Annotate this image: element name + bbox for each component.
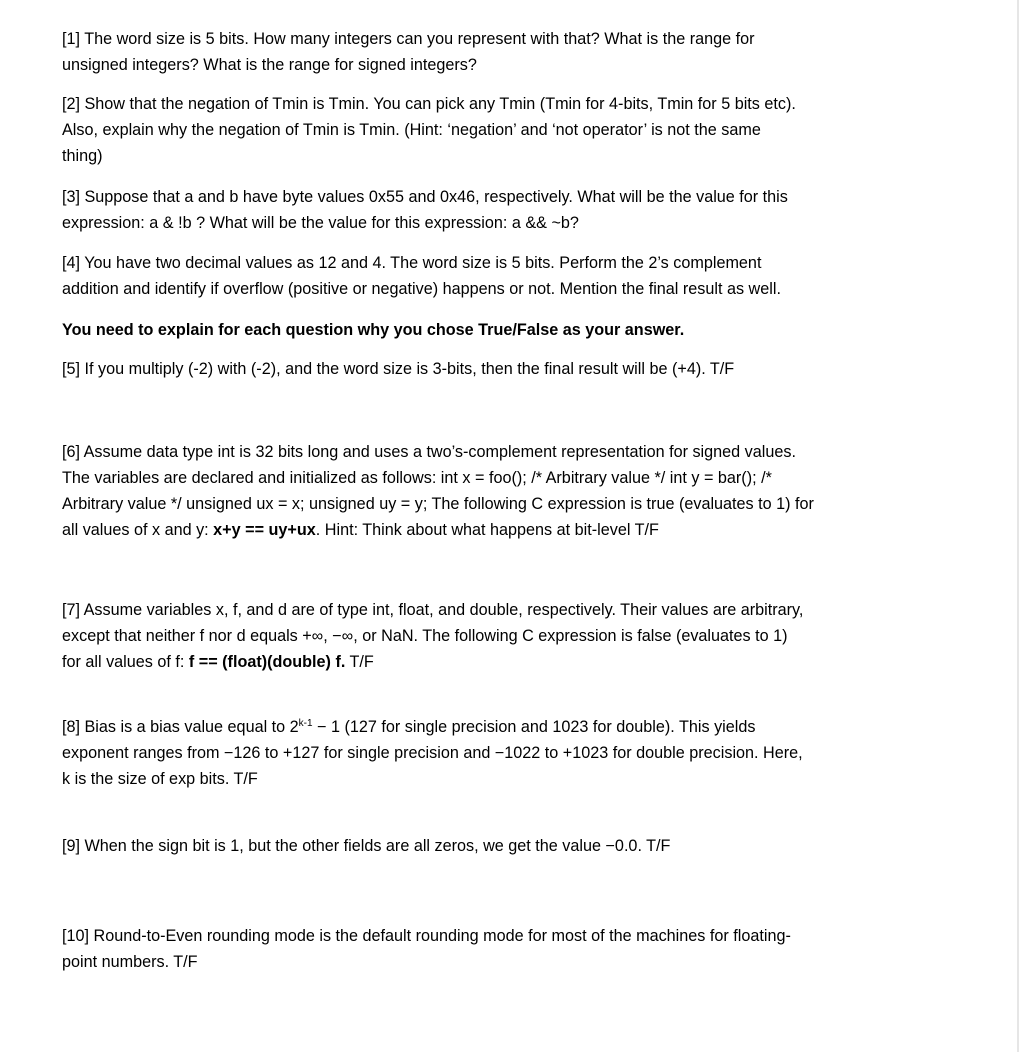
question-8 bbox=[62, 714, 922, 792]
question-4-line-2: addition and identify if overflow (positive or negative) happens or not. Mention the final result as well. bbox=[62, 280, 781, 298]
question-2-line-1: [2] Show that the negation of Tmin is Tmin. You can pick any Tmin (Tmin for 4-bits, Tmin for 5 bits etc). bbox=[62, 95, 796, 113]
question-9: [9] When the sign bit is 1, but the other fields are all zeros, we get the value −0.0. T/F bbox=[62, 837, 671, 855]
question-7-line-3-suffix: T/F bbox=[345, 653, 374, 671]
question-10-line-1: [10] Round-to-Even rounding mode is the default rounding mode for most of the machines for floating- bbox=[62, 927, 791, 945]
question-8-line-1-prefix: [8] Bias is a bias value equal to 2 bbox=[62, 718, 299, 736]
question-6-line-1: [6] Assume data type int is 32 bits long and uses a two’s-complement representation for signed values. bbox=[62, 443, 796, 461]
question-1-line-1: [1] The word size is 5 bits. How many integers can you represent with that? What is the range for bbox=[62, 30, 755, 48]
question-3-line-1: [3] Suppose that a and b have byte values 0x55 and 0x46, respectively. What will be the value for this bbox=[62, 188, 788, 206]
question-6-line-4-suffix: . Hint: Think about what happens at bit-level T/F bbox=[315, 521, 659, 539]
question-6-line-4 bbox=[62, 517, 922, 543]
question-6-expression: x+y == uy+ux bbox=[213, 521, 316, 539]
question-3-line-2: expression: a & !b ? What will be the value for this expression: a && ~b? bbox=[62, 214, 579, 232]
question-7-line-1: [7] Assume variables x, f, and d are of type int, float, and double, respectively. Their values are arbitrary, bbox=[62, 601, 804, 619]
question-7 bbox=[62, 597, 922, 675]
question-2 bbox=[62, 91, 922, 169]
question-10 bbox=[62, 923, 922, 975]
question-6-line-3: Arbitrary value */ unsigned ux = x; unsigned uy = y; The following C expression is true (evaluates to 1) for bbox=[62, 495, 814, 513]
question-4-line-1: [4] You have two decimal values as 12 and 4. The word size is 5 bits. Perform the 2’s complement bbox=[62, 254, 762, 272]
question-6-line-2: The variables are declared and initialized as follows: int x = foo(); /* Arbitrary value */ int y = bar(); /* bbox=[62, 469, 772, 487]
question-8-line-3: k is the size of exp bits. T/F bbox=[62, 770, 258, 788]
question-2-line-3: thing) bbox=[62, 147, 103, 165]
question-4 bbox=[62, 250, 922, 302]
question-10-line-2: point numbers. T/F bbox=[62, 953, 198, 971]
true-false-instruction: You need to explain for each question why you chose True/False as your answer. bbox=[62, 321, 685, 339]
question-1 bbox=[62, 26, 922, 78]
question-8-exponent: k-1 bbox=[298, 718, 313, 729]
question-7-expression: f == (float)(double) f. bbox=[188, 653, 346, 671]
question-7-line-3-prefix: for all values of f: bbox=[62, 653, 189, 671]
page-edge-divider bbox=[1017, 0, 1019, 1052]
question-7-line-3 bbox=[62, 649, 922, 675]
question-5: [5] If you multiply (-2) with (-2), and the word size is 3-bits, then the final result will be (+4). T/F bbox=[62, 360, 735, 378]
question-3 bbox=[62, 184, 922, 236]
question-8-line-1-suffix: − 1 (127 for single precision and 1023 for double). This yields bbox=[312, 718, 756, 736]
question-8-line-2: exponent ranges from −126 to +127 for single precision and −1022 to +1023 for double precision. Here, bbox=[62, 744, 803, 762]
question-2-line-2: Also, explain why the negation of Tmin is Tmin. (Hint: ‘negation’ and ‘not operator’ is not the same bbox=[62, 121, 761, 139]
question-6-line-4-prefix: all values of x and y: bbox=[62, 521, 214, 539]
question-8-line-1 bbox=[62, 714, 922, 740]
question-1-line-2: unsigned integers? What is the range for signed integers? bbox=[62, 56, 477, 74]
question-7-line-2: except that neither f nor d equals +∞, −∞, or NaN. The following C expression is false (evaluates to 1) bbox=[62, 627, 788, 645]
question-6 bbox=[62, 439, 922, 543]
